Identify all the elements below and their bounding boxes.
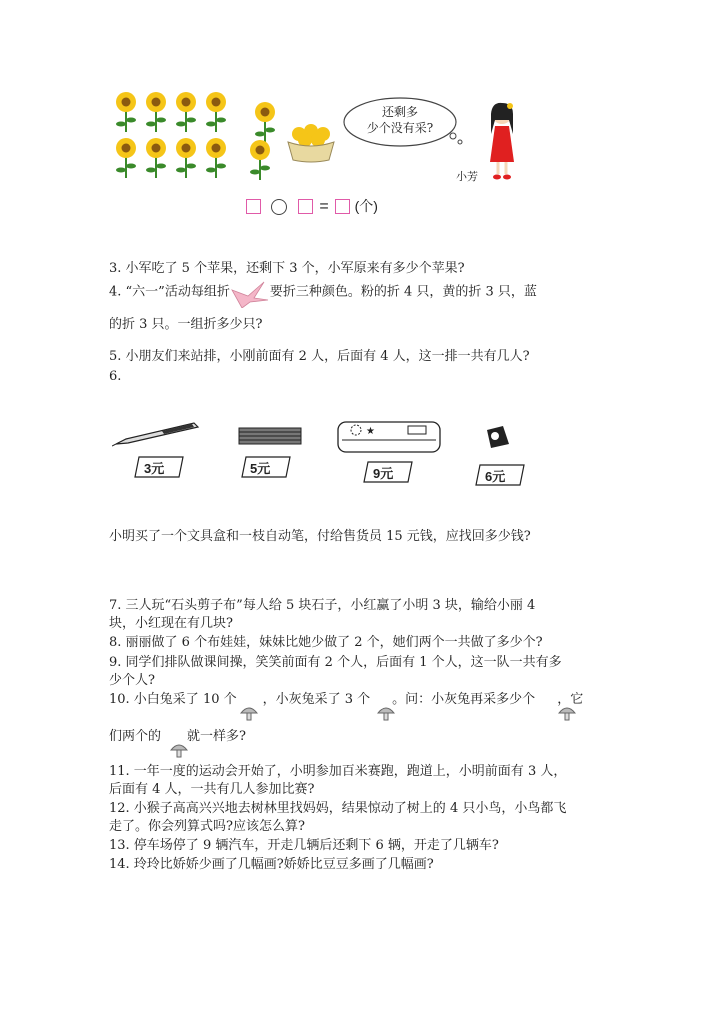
price-sharpener: 6元: [485, 469, 506, 484]
svg-text:★: ★: [366, 426, 375, 437]
q10-line2a: 们两个的: [109, 729, 162, 744]
equation-template: [246, 196, 378, 216]
q10-line2b: 就一样多?: [187, 729, 246, 744]
mechanical-pencil-icon: [112, 420, 204, 448]
bubble-line-1: 还剩多: [381, 105, 418, 119]
girl-illustration: [482, 100, 522, 185]
answer-box[interactable]: [335, 199, 350, 214]
question-12-line-1: 12. 小猴子高高兴兴地去树林里找妈妈，结果惊动了树上的 4 只小鸟，小鸟都飞: [109, 801, 567, 816]
question-10-line-1: [109, 691, 583, 709]
mushroom-icon: [240, 704, 258, 722]
eraser-icon: [235, 425, 303, 447]
question-12-line-2: 走了。你会列算式吗?应该怎么算?: [109, 819, 305, 834]
question-7-line-2: 块，小红现在有几块?: [109, 616, 233, 631]
question-4-line-1: [109, 280, 537, 304]
basket-icon: [285, 122, 337, 164]
price-pencil-case: 9元: [373, 466, 394, 481]
unit-label: (个): [354, 198, 378, 214]
question-7-line-1: 7. 三人玩“石头剪子布”每人给 5 块石子，小红赢了小明 3 块，输给小丽 4: [109, 598, 536, 613]
question-3: 3. 小军吃了 5 个苹果，还剩下 3 个，小军原来有多少个苹果?: [109, 261, 465, 276]
mushroom-icon: [170, 741, 188, 759]
question-11-line-1: 11. 一年一度的运动会开始了，小明参加百米赛跑，跑道上，小明前面有 3 人，: [109, 764, 567, 779]
question-9-line-1: 9. 同学们排队做课间操，笑笑前面有 2 个人，后面有 1 个人，这一队一共有多: [109, 655, 562, 670]
q10-part1: 10. 小白兔采了 10 个: [109, 692, 237, 707]
question-5: 5. 小朋友们来站排，小刚前面有 2 人，后面有 4 人，这一排一共有几人?: [109, 349, 530, 364]
answer-box[interactable]: [246, 199, 261, 214]
pencil-sharpener-icon: [483, 424, 511, 450]
q10-part3: 。问：小灰兔再采多少个: [392, 692, 536, 707]
paper-crane-icon: [230, 280, 270, 304]
pencil-case-icon: [336, 420, 442, 454]
answer-box[interactable]: [298, 199, 313, 214]
bubble-line-2: 少个没有采?: [366, 121, 434, 135]
question-6-number: 6.: [109, 369, 122, 384]
q10-part4: ，它: [557, 692, 584, 707]
question-8: 8. 丽丽做了 6 个布娃娃，妹妹比她少做了 2 个，她们两个一共做了多少个?: [109, 635, 543, 650]
q10-part2: ，小灰兔采了 3 个: [262, 692, 371, 707]
question-14: 14. 玲玲比娇娇少画了几幅画?娇娇比豆豆多画了几幅画?: [109, 857, 434, 872]
mushroom-icon: [377, 704, 395, 722]
price-pencil: 3元: [144, 461, 165, 476]
equals-sign: =: [319, 198, 329, 215]
girl-name: 小芳: [456, 170, 478, 183]
sunflower-illustration: [110, 88, 280, 183]
question-9-line-2: 少个人?: [109, 673, 155, 688]
question-6-text: 小明买了一个文具盒和一枝自动笔，付给售货员 15 元钱，应找回多少钱?: [109, 529, 531, 544]
question-11-line-2: 后面有 4 人，一共有几人参加比赛?: [109, 782, 315, 797]
operator-circle[interactable]: [271, 199, 287, 215]
q4-part1: 4. “六一”活动每组折: [109, 284, 230, 300]
price-eraser: 5元: [250, 461, 271, 476]
mushroom-icon: [558, 704, 576, 722]
question-13: 13. 停车场停了 9 辆汽车，开走几辆后还剩下 6 辆，开走了几辆车?: [109, 838, 499, 853]
q4-part2: 要折三种颜色。粉的折 4 只，黄的折 3 只，蓝: [269, 284, 537, 300]
question-4-line-2: 的折 3 只。一组折多少只?: [109, 317, 263, 332]
